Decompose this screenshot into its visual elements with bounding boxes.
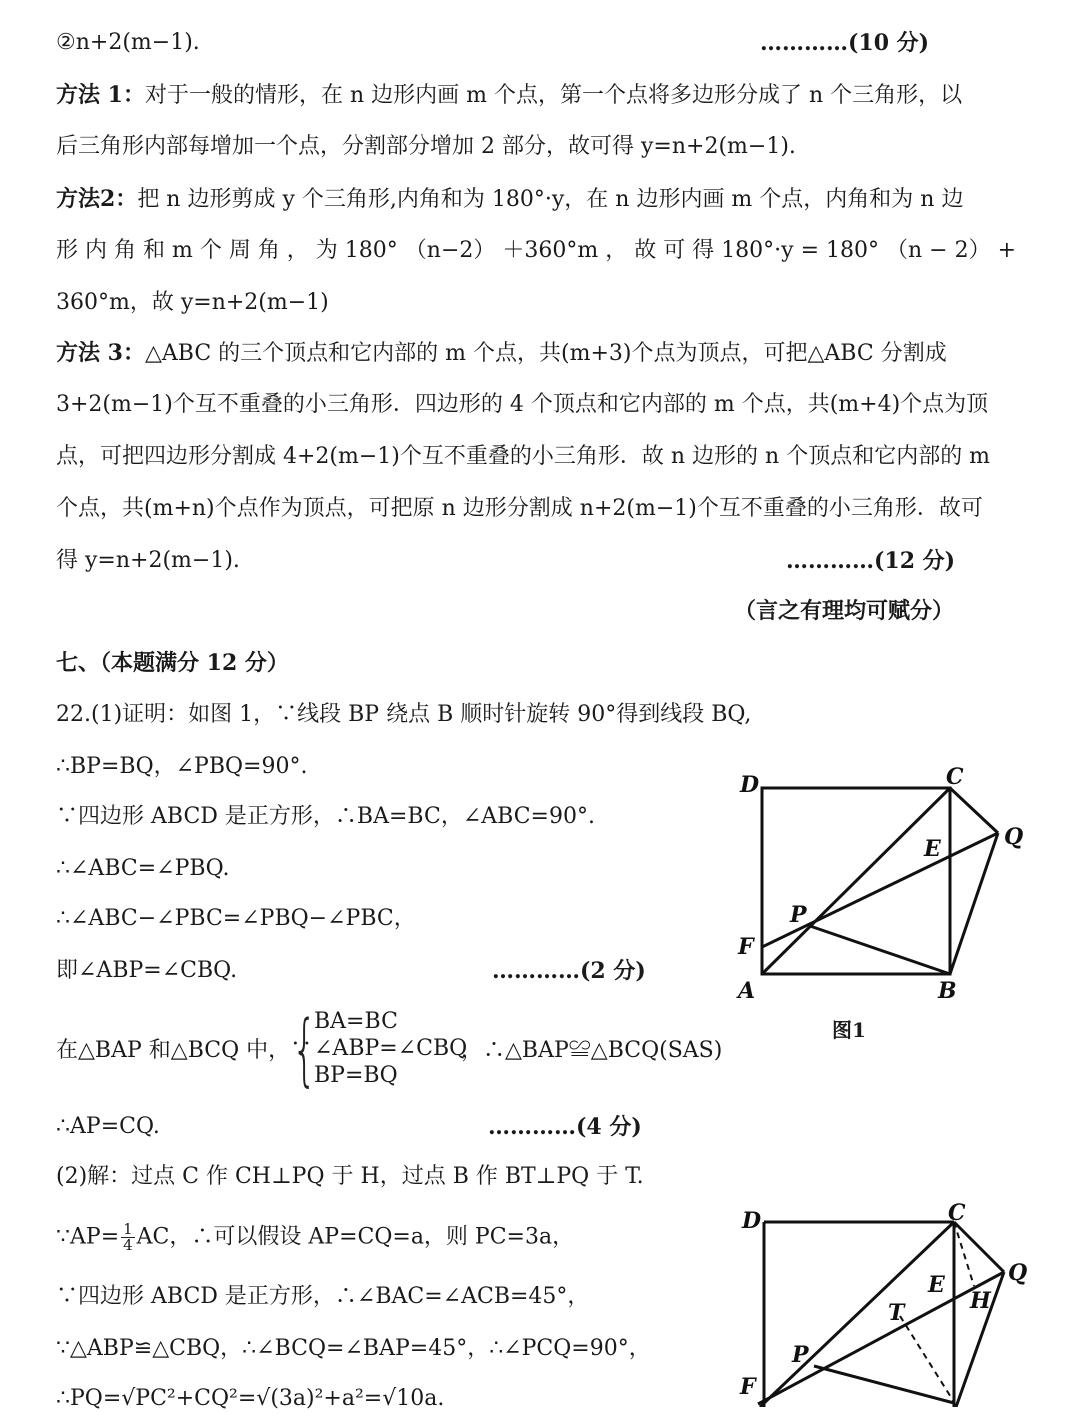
score-12: …………(12 分) — [786, 548, 956, 574]
figure-1 — [730, 760, 1050, 1010]
method-2-line-2: 形 内 角 和 m 个 周 角 ， 为 180° （n−2） ＋360°m ， 故 可 得 180°·y = 180° （n − 2） + — [56, 238, 1017, 263]
label-e: E — [928, 1272, 945, 1298]
method-3-line-5: 得 y=n+2(m−1). — [56, 548, 240, 573]
proof-line-2: ∴BP=BQ，∠PBQ=90°. — [56, 754, 308, 779]
label-c: C — [946, 764, 964, 790]
proof-line-3: ∵四边形 ABCD 是正方形，∴BA=BC，∠ABC=90°. — [56, 804, 595, 829]
label-p: P — [790, 902, 807, 928]
method-1-label: 方法 1： — [56, 82, 145, 108]
part-2-line-4: ∵△ABP≌△CBQ，∴∠BCQ=∠BAP=45°，∴∠PCQ=90°， — [56, 1336, 651, 1361]
fraction-denominator: 4 — [123, 1236, 133, 1254]
method-3-label: 方法 3： — [56, 340, 145, 366]
part-2-line-3: ∵四边形 ABCD 是正方形，∴∠BAC=∠ACB=45°， — [56, 1284, 590, 1309]
label-e: E — [924, 836, 941, 862]
diagonal-ac — [762, 788, 950, 974]
method-2-text: 把 n 边形剪成 y 个三角形,内角和为 180°·y，在 n 边形内画 m 个点，内角和为 n 边 — [137, 187, 964, 212]
method-2-line — [56, 184, 963, 215]
part-2-line-5: ∴PQ=√PC²+CQ²=√(3a)²+a²=√10a. — [56, 1386, 445, 1411]
proof-line-6: 即∠ABP=∠CBQ. — [56, 958, 238, 983]
label-t: T — [888, 1300, 905, 1326]
segment-cq — [950, 788, 998, 833]
method-3-line-3: 点，可把四边形分割成 4+2(m−1)个互不重叠的小三角形．故 n 边形的 n 个顶点和它内部的 m — [56, 444, 991, 469]
score-4: …………(4 分) — [488, 1114, 642, 1140]
label-f: F — [740, 1374, 756, 1400]
answer-line-2: ②n+2(m−1). — [56, 30, 200, 55]
part-2-line-1: (2)解：过点 C 作 CH⊥PQ 于 H，过点 B 作 BT⊥PQ 于 T. — [56, 1164, 644, 1189]
label-d: D — [742, 1208, 762, 1234]
proof-line-7: ∴AP=CQ. — [56, 1114, 160, 1139]
ap-eq: ∵AP= — [56, 1224, 120, 1250]
label-f: F — [738, 934, 754, 960]
method-3-line-4: 个点，共(m+n)个点作为顶点，可把原 n 边形分割成 n+2(m−1)个互不重叠的小三角形．故可 — [56, 496, 983, 521]
method-3-text: △ABC 的三个顶点和它内部的 m 个点，共(m+3)个点为顶点，可把△ABC 分割成 — [144, 341, 947, 366]
figure-1-caption: 图1 — [832, 1018, 866, 1042]
ap-eq-rest: AC，∴可以假设 AP=CQ=a，则 PC=3a， — [136, 1224, 575, 1250]
figure-2 — [730, 1198, 1050, 1407]
method-2-line-3: 360°m，故 y=n+2(m−1) — [56, 290, 329, 315]
method-2-label: 方法2： — [56, 186, 138, 212]
line-fq — [762, 833, 998, 947]
label-q: Q — [1004, 824, 1024, 850]
score-10: …………(10 分) — [760, 30, 930, 56]
case-2: ∠ABP=∠CBQ — [314, 1036, 468, 1061]
score-2: …………(2 分) — [492, 958, 646, 984]
system-conclusion: ，∴△BAP≌△BCQ(SAS) — [461, 1038, 723, 1063]
section-heading: 七、（本题满分 12 分） — [56, 650, 289, 676]
label-d: D — [740, 772, 760, 798]
label-h: H — [970, 1288, 991, 1314]
method-1-line — [56, 80, 962, 111]
method-3-line — [56, 338, 947, 369]
label-a: A — [738, 978, 756, 1004]
fraction-one-quarter — [121, 1222, 135, 1253]
proof-line-4: ∴∠ABC=∠PBQ. — [56, 856, 230, 881]
proof-line-5: ∴∠ABC−∠PBC=∠PBQ−∠PBC， — [56, 906, 416, 931]
part-2-line-2 — [56, 1222, 574, 1253]
label-c: C — [948, 1200, 966, 1226]
segment-pb — [810, 926, 950, 974]
case-1: BA=BC — [314, 1009, 398, 1034]
grading-note: （言之有理均可赋分） — [734, 598, 955, 624]
system-cases — [314, 1008, 467, 1089]
label-b: B — [938, 978, 957, 1004]
label-q: Q — [1008, 1260, 1028, 1286]
segment-pb — [814, 1366, 954, 1403]
method-3-line-2: 3+2(m−1)个互不重叠的小三角形．四边形的 4 个顶点和它内部的 m 个点，共(m+4)个点为顶 — [56, 392, 989, 417]
congruence-system — [56, 1006, 756, 1096]
system-lead: 在△BAP 和△BCQ 中，∵ — [56, 1038, 313, 1063]
case-3: BP=BQ — [314, 1063, 398, 1088]
segment-bt-dashed — [900, 1316, 954, 1402]
method-1-line-2: 后三角形内部每增加一个点，分割部分增加 2 部分，故可得 y=n+2(m−1). — [56, 134, 796, 159]
brace-icon: { — [292, 1005, 317, 1095]
label-p: P — [792, 1342, 809, 1368]
method-1-text: 对于一般的情形，在 n 边形内画 m 个点，第一个点将多边形分成了 n 个三角形，以 — [144, 83, 963, 108]
fraction-numerator: 1 — [123, 1220, 133, 1238]
proof-line-1: 22.(1)证明：如图 1，∵线段 BP 绕点 B 顺时针旋转 90°得到线段 BQ, — [56, 702, 752, 727]
